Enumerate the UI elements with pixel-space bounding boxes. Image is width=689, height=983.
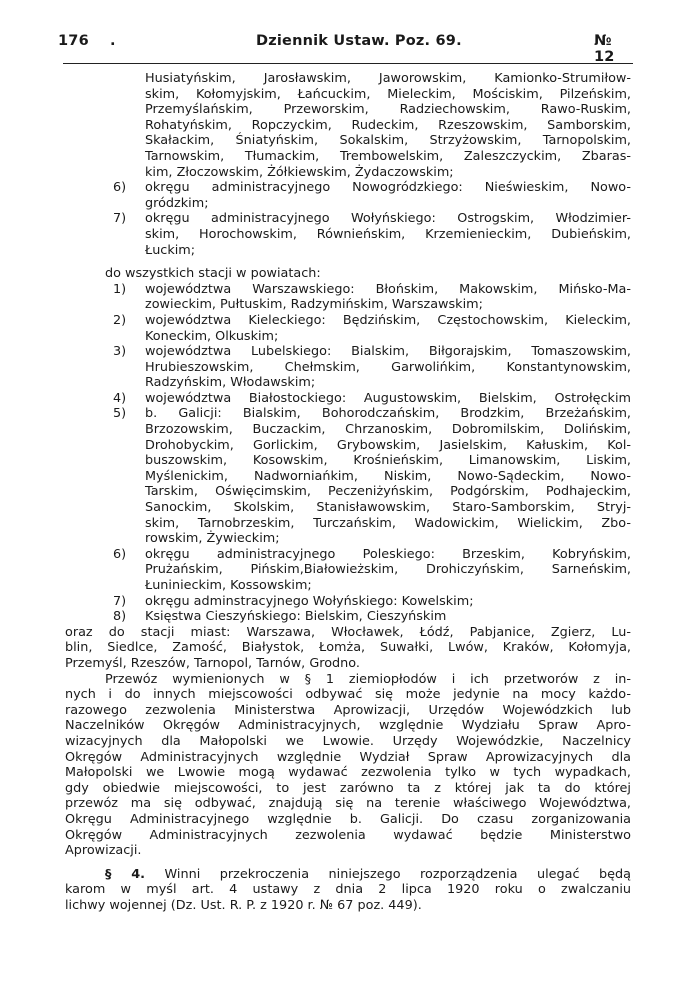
text-line: Przemyśl, Rzeszów, Tarnopol, Tarnów, Grodno.	[65, 655, 360, 671]
text-line: Husiatyńskim, Jarosławskim, Jaworowskim, Kamionko-Strumiłow-	[145, 71, 631, 86]
list-item: 8) Księstwa Cieszyńskiego: Bielskim, Cieszyńskim	[113, 609, 447, 625]
text-line: Hrubieszowskim, Chełmskim, Garwolińkim, Konstantynowskim,	[145, 359, 631, 375]
list-item: 7) okręgu administracyjnego Wołyńskiego: Ostrogskim, Włodzimier-	[113, 211, 631, 227]
text-line: Okręgów Administracyjnych względnie Wydział Spraw Aprowizacyjnych dla	[65, 749, 631, 765]
item-number: 7)	[113, 593, 127, 609]
text-line: kim, Złoczowskim, Żółkiewskim, Żydaczowskim;	[145, 164, 454, 180]
item-number: 4)	[113, 390, 127, 406]
text-line: Małopolski we Lwowie mogą wydawać zezwolenia tylko w tych wypadkach,	[65, 765, 631, 781]
item-number: 7)	[113, 211, 127, 227]
text-line: Tarnowskim, Tłumackim, Trembowelskim, Zaleszczyckim, Zbaras-	[145, 148, 631, 164]
list-item: 1) województwa Warszawskiego: Błońskim, Makowskim, Mińsko-Ma-	[113, 281, 631, 297]
list-item: 7) okręgu adminstracyjnego Wołyńskiego: Kowelskim;	[113, 593, 474, 609]
item-number: 6)	[113, 546, 127, 562]
list-item: 6) okręgu administracyjnego Poleskiego: Brzeskim, Kobryńskim,	[113, 546, 631, 562]
text-line: gródzkim;	[145, 195, 209, 211]
text-line: Przewóz wymienionych w § 1 ziemiopłodów i ich przetworów z in-	[105, 671, 631, 687]
issue-number: № 12	[594, 33, 615, 65]
text-line: razowego zezwolenia Ministerstwa Aprowizacji, Urzędów Wojewódzkich lub	[65, 702, 631, 718]
text-line: Okręgu Administracyjnego względnie b. Galicji. Do czasu zorganizowania	[65, 811, 631, 827]
item-number: 8)	[113, 609, 127, 625]
text-line: Brzozowskim, Buczackim, Chrzanoskim, Dobromilskim, Dolińskim,	[145, 422, 631, 438]
text-line: lichwy wojennej (Dz. Ust. R. P. z 1920 r. № 67 poz. 449).	[65, 897, 422, 913]
item-number: 1)	[113, 281, 127, 297]
header-separator: .	[110, 33, 116, 49]
text-line: Koneckim, Olkuskim;	[145, 328, 279, 344]
text-line: Aprowizacji.	[65, 843, 142, 859]
item-number: 3)	[113, 344, 127, 360]
text-line: Łuninieckim, Kossowskim;	[145, 578, 312, 593]
text-line: Okręgów Administracyjnych zezwolenia wydawać będzie Ministerstwo	[65, 827, 631, 843]
list-item: 2) województwa Kieleckiego: Będzińskim, Częstochowskim, Kieleckim,	[113, 312, 631, 328]
text-line: Przemyślańskim, Przeworskim, Radziechowskim, Rawo-Ruskim,	[145, 102, 631, 118]
list-intro: do wszystkich stacji w powiatach:	[105, 266, 321, 282]
text-line: skim, Tarnobrzeskim, Turczańskim, Wadowickim, Wielickim, Zbo-	[145, 515, 631, 531]
text-line: Naczelników Okręgów Administracyjnych, względnie Wydziału Spraw Apro-	[65, 718, 631, 734]
text-line: oraz do stacji miast: Warszawa, Włocławek, Łódź, Pabjanice, Zgierz, Lu-	[65, 624, 631, 640]
text-line: Tarskim, Oświęcimskim, Peczeniżyńskim, Podgórskim, Podhajeckim,	[145, 484, 631, 500]
header-rule	[63, 63, 633, 64]
journal-title: Dziennik Ustaw. Poz. 69.	[256, 33, 462, 49]
item-number: 5)	[113, 406, 127, 422]
list-item: 6) okręgu administracyjnego Nowogródzkiego: Nieświeskim, Nowo-	[113, 180, 631, 196]
page-number: 176	[58, 33, 89, 49]
document-body	[65, 71, 631, 913]
text-line: nych i do innych miejscowości odbywać się może jedynie na mocy każdo-	[65, 687, 631, 703]
text-line: Prużańskim, Pińskim,Białowieżskim, Drohiczyńskim, Sarneńskim,	[145, 562, 631, 578]
text-line: Rohatyńskim, Ropczyckim, Rudeckim, Rzeszowskim, Samborskim,	[145, 117, 631, 133]
text-line: Myślenickim, Nadworniańkim, Niskim, Nowo-Sądeckim, Nowo-	[145, 468, 631, 484]
list-item: 3) województwa Lubelskiego: Bialskim, Biłgorajskim, Tomaszowskim,	[113, 344, 631, 360]
text-line: Skałackim, Śniatyńskim, Sokalskim, Strzyżowskim, Tarnopolskim,	[145, 133, 631, 149]
text-line: przewóz ma się odbywać, znajdują się na terenie właściwego Województwa,	[65, 796, 631, 812]
text-line: Łuckim;	[145, 242, 196, 258]
item-number: 2)	[113, 312, 127, 328]
list-item: 4) województwa Białostockiego: Augustowskim, Bielskim, Ostrołęckim	[113, 390, 631, 406]
list-item: 5) b. Galicji: Bialskim, Bohorodczańskim, Brodzkim, Brzeżańskim,	[113, 406, 631, 422]
text-line: rowskim, Żywieckim;	[145, 531, 280, 547]
page-header	[58, 33, 628, 65]
text-line: skim, Kołomyjskim, Łańcuckim, Mieleckim, Mościskim, Pilzeńskim,	[145, 86, 631, 102]
item-number: 6)	[113, 180, 127, 196]
text-line: skim, Horochowskim, Równieńskim, Krzemienieckim, Dubieńskim,	[145, 226, 631, 242]
text-line: Radzyńskim, Włodawskim;	[145, 375, 316, 391]
text-line: Drohobyckim, Gorlickim, Grybowskim, Jasielskim, Kałuskim, Kol-	[145, 437, 631, 453]
text-line: blin, Siedlce, Zamość, Białystok, Łomża, Suwałki, Lwów, Kraków, Kołomyja,	[65, 640, 631, 656]
section-4-line: § 4. Winni przekroczenia niniejszego rozporządzenia ulegać będą	[105, 866, 631, 882]
text-line: gdy obiedwie miejscowości, to jest zarówno ta z której jak ta do której	[65, 780, 631, 796]
text-line: karom w myśl art. 4 ustawy z dnia 2 lipca 1920 roku o zwalczaniu	[65, 882, 631, 898]
text-line: Sanockim, Skolskim, Stanisławowskim, Staro-Samborskim, Stryj-	[145, 500, 631, 516]
text-line: wizacyjnych dla Małopolski we Lwowie. Urzędy Wojewódzkie, Naczelnicy	[65, 733, 631, 749]
section-mark: § 4.	[105, 866, 146, 882]
text-line: zowieckim, Pułtuskim, Radzymińskim, Warszawskim;	[145, 297, 483, 313]
text-line: buszowskim, Kosowskim, Krośnieńskim, Limanowskim, Liskim,	[145, 453, 631, 469]
